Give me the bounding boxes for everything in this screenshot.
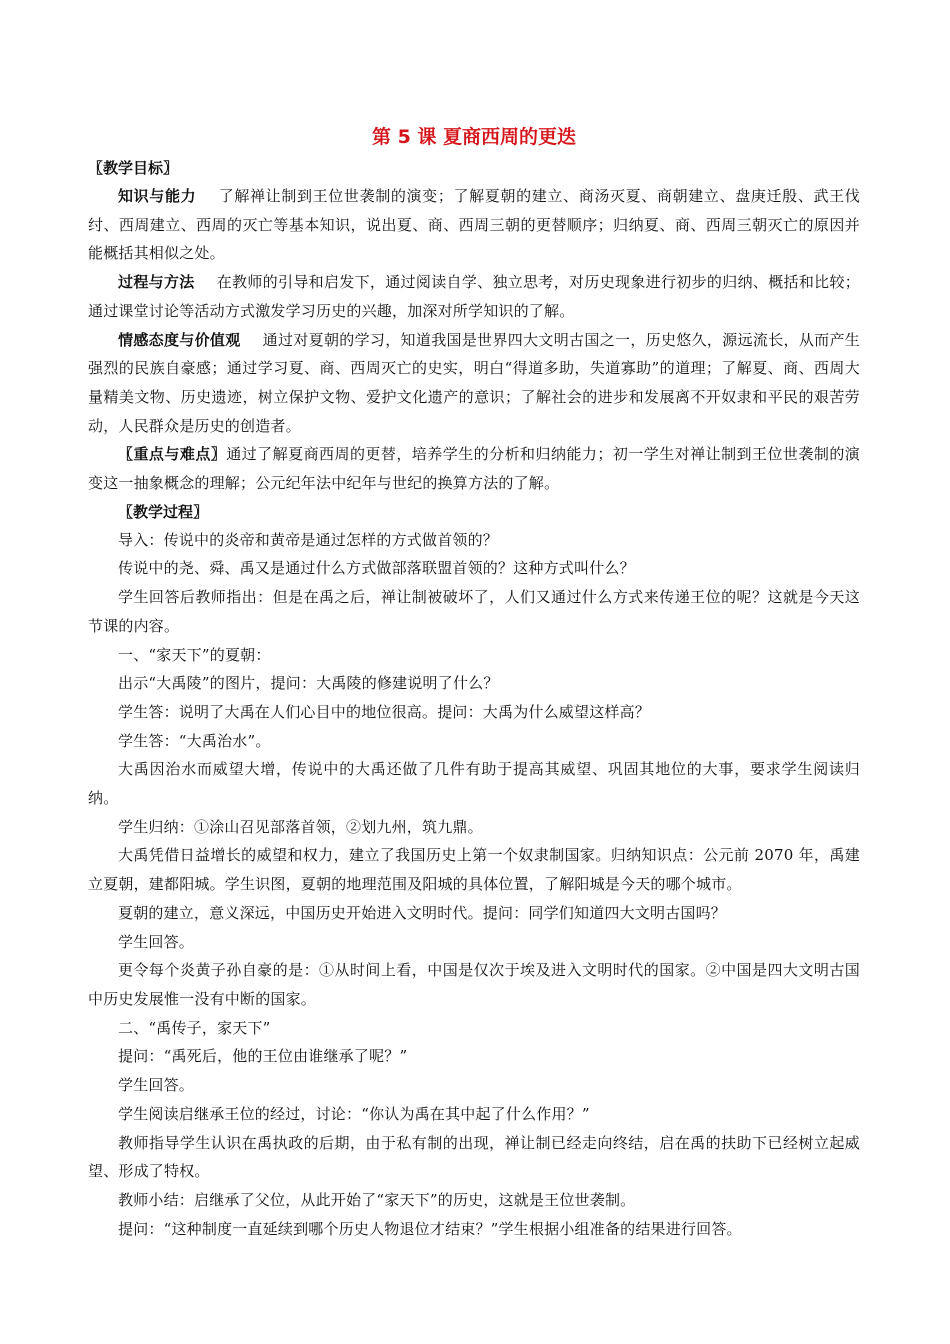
key-points-paragraph: [88, 440, 860, 497]
body-paragraph: 学生答：“大禹治水”。: [118, 731, 271, 750]
body-paragraph: 学生回答。: [118, 1076, 195, 1095]
body-paragraph: 学生答：说明了大禹在人们心目中的地位很高。提问：大禹为什么威望这样高？: [118, 702, 651, 721]
body-paragraph: 提问：“这种制度一直延续到哪个历史人物退位才结束？”学生根据小组准备的结果进行回答。: [118, 1219, 742, 1238]
body-paragraph: 更令每个炎黄子孙自豪的是：①从时间上看，中国是仅次于埃及进入文明时代的国家。②中国是四大文明古国中历史发展惟一没有中断的国家。: [88, 961, 860, 1008]
values-text: 通过对夏朝的学习，知道我国是世界四大文明古国之一，历史悠久，源远流长，从而产生强烈的民族自豪感；通过学习夏、商、西周灭亡的史实，明白“得道多助，失道寡助”的道理；了解夏、商、西周大量精美文物、历史遗迹，树立保护文物、爱护文化遗产的意识；了解社会的进步和发展离不开奴隶和平民的艰苦劳动，人民群众是历史的创造者。: [88, 330, 860, 435]
body-paragraph: 学生阅读启继承王位的经过，讨论：“你认为禹在其中起了什么作用？”: [118, 1104, 590, 1123]
values-paragraph: [88, 326, 860, 441]
body-paragraph: 提问：“禹死后，他的王位由谁继承了呢？”: [118, 1047, 408, 1066]
body-paragraph: 夏朝的建立，意义深远，中国历史开始进入文明时代。提问：同学们知道四大文明古国吗？: [118, 903, 727, 922]
process-heading: 〖教学过程〗: [118, 502, 209, 521]
section-heading-hereditary: 二、“禹传子，家天下”: [118, 1018, 271, 1037]
values-label: 情感态度与价值观: [118, 330, 241, 349]
objectives-heading: 〖教学目标〗: [88, 159, 179, 177]
knowledge-ability-paragraph: [88, 182, 860, 268]
body-paragraph: 学生归纳：①涂山召见部落首领，②划九州，筑九鼎。: [118, 817, 483, 836]
body-paragraph: 大禹凭借日益增长的威望和权力，建立了我国历史上第一个奴隶制国家。归纳知识点：公元前 2070 年，禹建立夏朝，建都阳城。学生识图，夏朝的地理范围及阳城的具体位置，了解阳城是今天的哪个城市。: [88, 846, 860, 894]
body-paragraph: 教师小结：启继承了父位，从此开始了“家天下”的历史，这就是王位世袭制。: [118, 1190, 636, 1209]
body-paragraph: 传说中的尧、舜、禹又是通过什么方式做部落联盟首领的？这种方式叫什么？: [118, 559, 635, 578]
lesson-title: 第 5 课 夏商西周的更迭: [371, 126, 577, 148]
body-paragraph: 大禹因治水而威望大增，传说中的大禹还做了几件有助于提高其威望、巩固其地位的大事，要求学生阅读归纳。: [88, 760, 860, 808]
key-points-text: 通过了解夏商西周的更替，培养学生的分析和归纳能力；初一学生对禅让制到王位世袭制的演变这一抽象概念的理解；公元纪年法中纪年与世纪的换算方法的了解。: [88, 445, 860, 493]
knowledge-ability-text: 了解禅让制到王位世袭制的演变；了解夏朝的建立、商汤灭夏、商朝建立、盘庚迁殷、武王伐纣、西周建立、西周的灭亡等基本知识，说出夏、商、西周三朝的更替顺序；归纳夏、商、西周三朝灭亡的原因并能概括其相似之处。: [88, 187, 860, 263]
body-paragraph: 导入：传说中的炎帝和黄帝是通过怎样的方式做首领的？: [118, 530, 499, 549]
process-method-text: 在教师的引导和启发下，通过阅读自学、独立思考，对历史现象进行初步的归纳、概括和比较；通过课堂讨论等活动方式激发学习历史的兴趣，加深对所学知识的了解。: [88, 273, 860, 320]
knowledge-ability-label: 知识与能力: [118, 187, 197, 205]
body-paragraph: 出示“大禹陵”的图片，提问：大禹陵的修建说明了什么？: [118, 674, 499, 693]
body-paragraph: 教师指导学生认识在禹执政的后期，由于私有制的出现，禅让制已经走向终结，启在禹的扶助下已经树立起威望、形成了特权。: [88, 1133, 860, 1181]
key-points-label: 〖重点与难点〗: [118, 445, 227, 464]
body-paragraph: 学生回答。: [118, 932, 195, 951]
process-method-label: 过程与方法: [118, 273, 195, 292]
process-method-paragraph: [88, 268, 860, 325]
section-heading-xia: 一、“家天下”的夏朝：: [118, 645, 271, 664]
document-body: [88, 122, 860, 1243]
body-paragraph: 学生回答后教师指出：但是在禹之后，禅让制被破坏了，人们又通过什么方式来传递王位的呢？这就是今天这节课的内容。: [88, 588, 860, 635]
